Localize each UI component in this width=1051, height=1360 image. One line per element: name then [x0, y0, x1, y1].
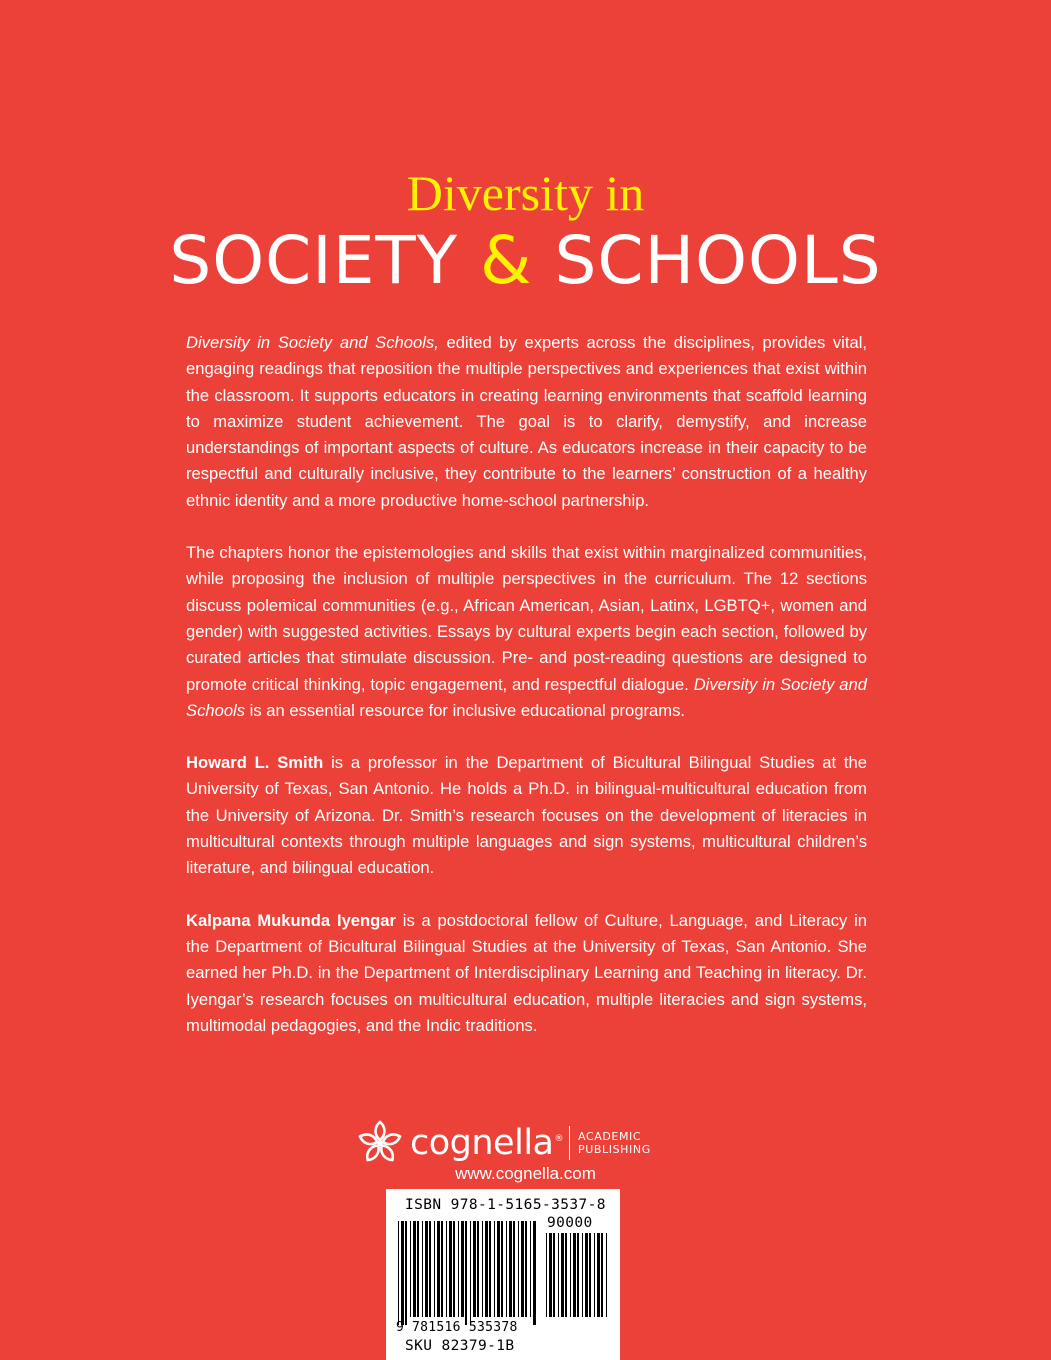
description: [186, 330, 867, 1065]
barcode-bar: [401, 1221, 404, 1325]
barcode-bar: [465, 1221, 467, 1325]
barcode-bar: [470, 1221, 471, 1325]
barcode-bar: [446, 1221, 447, 1317]
barcode-bar: [441, 1221, 443, 1317]
barcode-bar: [582, 1233, 583, 1317]
barcode-bar: [577, 1233, 579, 1317]
author-name-iyengar: Kalpana Mukunda Iyengar: [186, 910, 396, 930]
barcode-bar: [509, 1221, 512, 1317]
barcode-bar: [410, 1221, 411, 1317]
barcode-bar: [437, 1221, 440, 1317]
flower-logo-icon: [356, 1119, 404, 1167]
barcode-bar: [606, 1233, 607, 1317]
addon-barcode-bars: [546, 1233, 610, 1325]
title-ampersand: &: [480, 222, 533, 299]
isbn-text: ISBN 978-1-5165-3537-8: [405, 1197, 606, 1213]
description-paragraph-1: [186, 330, 867, 514]
title-line-2: [0, 222, 1051, 300]
paragraph-2-text: The chapters honor the epistemologies and skills that exist within marginalized communities, while proposing the inclusion of multiple perspectives in the curriculum. The 12 sections discuss polemical communities (e.g., African American, Asian, Latinx, LGBTQ+, women and gender) with suggested activities. Essays by cultural experts begin each section, followed by curated articles that stimulate discussion. Pre- and post-reading questions are designed to promote critical thinking, topic engagement, and respectful dialogue.: [186, 543, 867, 694]
barcode-bar: [501, 1221, 503, 1317]
barcode-bar: [585, 1233, 588, 1317]
publisher-name: [410, 1123, 563, 1163]
barcode-bar: [425, 1221, 428, 1317]
paragraph-2-end: is an essential resource for inclusive educational programs.: [245, 700, 685, 720]
author-bio-smith: [186, 750, 867, 881]
tagline-line-2: PUBLISHING: [578, 1143, 651, 1156]
barcode-bar: [458, 1221, 459, 1317]
title-line-1: Diversity in: [406, 165, 645, 221]
book-title-italic: Diversity in Society and Schools,: [186, 333, 439, 352]
barcode-bar: [530, 1221, 531, 1317]
book-title-italic-2: Diversity in Society and Schools: [186, 674, 867, 720]
barcode-bar: [601, 1233, 603, 1317]
barcode-bar: [549, 1233, 552, 1317]
publisher-website: www.cognella.com: [455, 1164, 596, 1183]
author-name-smith: Howard L. Smith: [186, 753, 324, 773]
barcode-bar: [597, 1233, 600, 1317]
barcode-bar: [533, 1221, 536, 1325]
title-schools: SCHOOLS: [554, 222, 882, 299]
barcode-bar: [485, 1221, 488, 1317]
barcode-bar: [521, 1221, 524, 1317]
barcode-bar: [449, 1221, 452, 1317]
ean-barcode-bars: [398, 1221, 538, 1325]
bio-smith-text: is a professor in the Department of Bicultural Bilingual Studies at the University of Texas, San Antonio. He holds a Ph.D. in bilingual-multicultural education from the University of Arizona. Dr. Smith’s research focuses on the development of literacies in multicultural contexts through multiple languages and sign systems, multicultural children’s literature, and bilingual education.: [186, 753, 867, 878]
barcode-bar: [565, 1233, 567, 1317]
barcode-bar: [405, 1221, 407, 1325]
barcode-bar: [473, 1221, 476, 1317]
description-paragraph-2: [186, 540, 867, 724]
barcode-bar: [573, 1233, 576, 1317]
publisher-name-text: cognella: [410, 1123, 554, 1163]
barcode-bar: [417, 1221, 419, 1317]
logo-divider: [569, 1126, 570, 1160]
barcode-bar: [594, 1233, 595, 1317]
barcode-bar: [434, 1221, 435, 1317]
barcode-bar: [570, 1233, 571, 1317]
registered-mark: ®: [554, 1134, 563, 1145]
tagline-line-1: ACADEMIC: [578, 1130, 642, 1143]
barcode-bar: [489, 1221, 491, 1317]
barcode-bar: [525, 1221, 527, 1317]
barcode-bar: [477, 1221, 479, 1317]
barcode-bar: [546, 1233, 547, 1317]
author-bio-iyengar: [186, 908, 867, 1039]
barcode-bar: [589, 1233, 591, 1317]
barcode-bar: [422, 1221, 423, 1317]
barcode-bar: [413, 1221, 416, 1317]
ean-first-digit: 9: [396, 1320, 404, 1335]
barcode-bar: [561, 1233, 564, 1317]
title-society: SOCIETY: [169, 222, 459, 299]
barcode-bar: [494, 1221, 495, 1317]
barcode-bar: [429, 1221, 431, 1317]
barcode-bar: [453, 1221, 455, 1317]
barcode-addon-number: 90000: [547, 1215, 593, 1231]
barcode-panel: [386, 1189, 620, 1360]
barcode-bar: [518, 1221, 519, 1317]
barcode-bar: [497, 1221, 500, 1317]
barcode-bar: [398, 1221, 399, 1325]
publisher-logo: [356, 1118, 651, 1168]
barcode-bar: [513, 1221, 515, 1317]
barcode-bar: [506, 1221, 507, 1317]
ean-digits: 781516 535378: [412, 1320, 518, 1335]
barcode-bar: [558, 1233, 559, 1317]
sku-text: SKU 82379-1B: [405, 1338, 515, 1354]
barcode-bar: [553, 1233, 555, 1317]
barcode-bar: [482, 1221, 483, 1317]
bio-iyengar-text: is a postdoctoral fellow of Culture, Language, and Literacy in the Department of Bicultural Bilingual Studies at the University of Texas, San Antonio. She earned her Ph.D. in the Department of Interdisciplinary Learning and Teaching in literacy. Dr. Iyengar’s research focuses on multicultural education, multiple literacies and sign systems, multimodal pedagogies, and the Indic traditions.: [186, 910, 867, 1035]
publisher-tagline: [578, 1130, 651, 1156]
barcode-bar: [461, 1221, 464, 1317]
paragraph-1-text: edited by experts across the disciplines, provides vital, engaging readings that reposition the multiple perspectives and experiences that exist within the classroom. It supports educators in creating learning environments that scaffold learning to maximize student achievement. The goal is to clarify, demystify, and increase understandings of important aspects of culture. As educators increase in their capacity to be respectful and culturally inclusive, they contribute to the learners’ construction of a healthy ethnic identity and a more productive home-school partnership.: [186, 333, 868, 510]
